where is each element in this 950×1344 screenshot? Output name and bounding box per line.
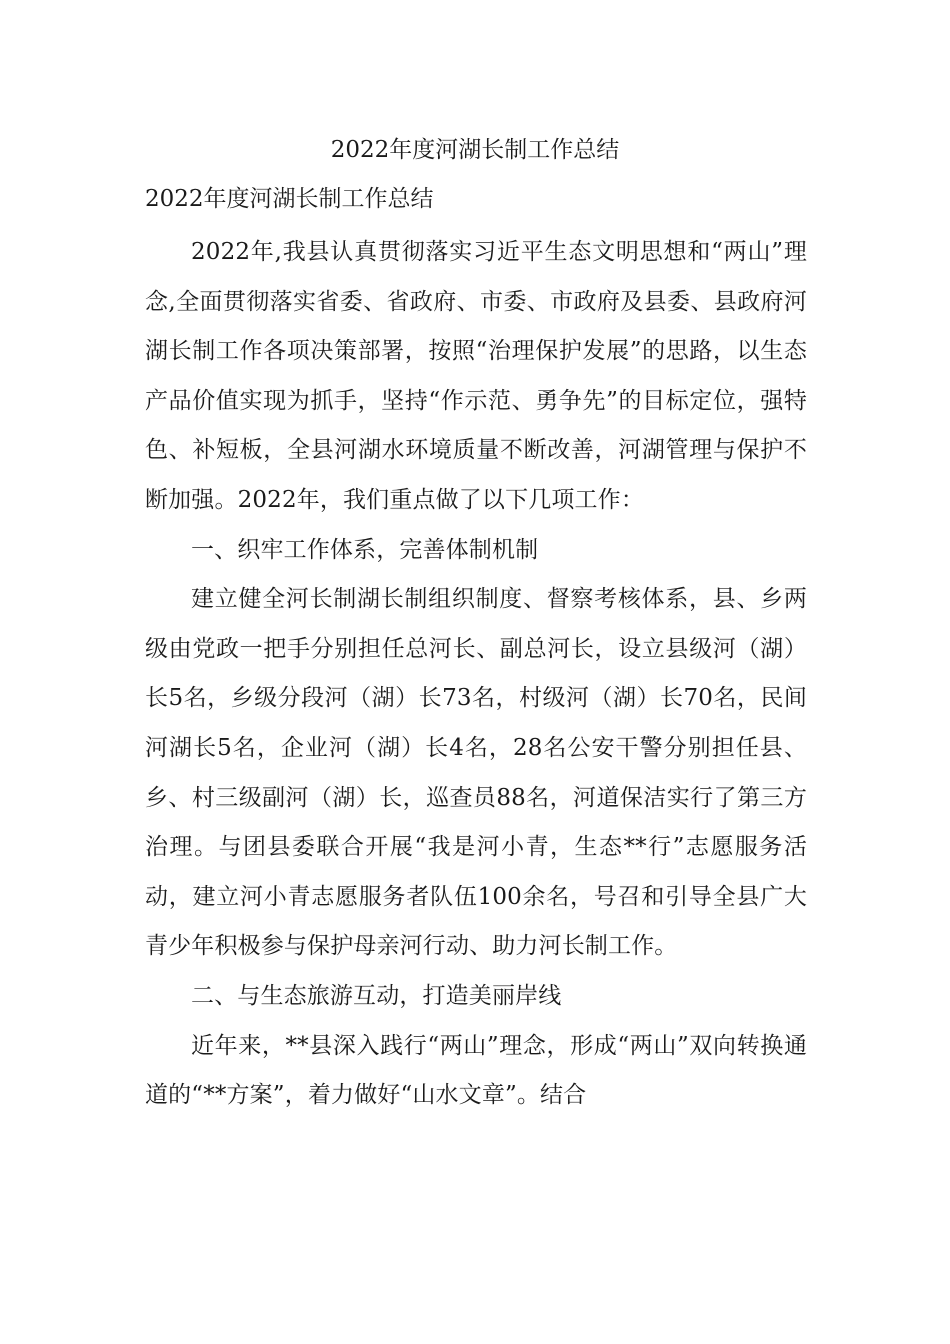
intro-paragraph: 2022年,我县认真贯彻落实习近平生态文明思想和“两山”理念,全面贯彻落实省委、省政府、市委、市政府及县委、县政府河湖长制工作各项决策部署，按照“治理保护发展”的思路，以生态产品价值实现为抓手，坚持“作示范、勇争先”的目标定位，强特色、补短板，全县河湖水环境质量不断改善，河湖管理与保护不断加强。2022年，我们重点做了以下几项工作：	[145, 239, 807, 513]
document-title: 2022年度河湖长制工作总结	[330, 137, 620, 163]
section-1-paragraph: 建立健全河长制湖长制组织制度、督察考核体系，县、乡两级由党政一把手分别担任总河长、副总河长，设立县级河（湖）长5名，乡级分段河（湖）长73名，村级河（湖）长70名，民间河湖长5名，企业河（湖）长4名，28名公安干警分别担任县、乡、村三级副河（湖）长，巡查员88名，河道保洁实行了第三方治理。与团县委联合开展“我是河小青，生态**行”志愿服务活动，建立河小青志愿服务者队伍100余名，号召和引导全县广大青少年积极参与保护母亲河行动、助力河长制工作。	[145, 586, 807, 960]
section-heading-2: 二、与生态旅游互动，打造美丽岸线	[191, 982, 562, 1009]
section-2-paragraph: 近年来，**县深入践行“两山”理念，形成“两山”双向转换通道的“**方案”，着力做好“山水文章”。结合	[145, 1032, 807, 1109]
document-subtitle: 2022年度河湖长制工作总结	[145, 186, 434, 212]
document-body	[145, 228, 807, 1121]
section-heading-1: 一、织牢工作体系，完善体制机制	[191, 536, 539, 563]
